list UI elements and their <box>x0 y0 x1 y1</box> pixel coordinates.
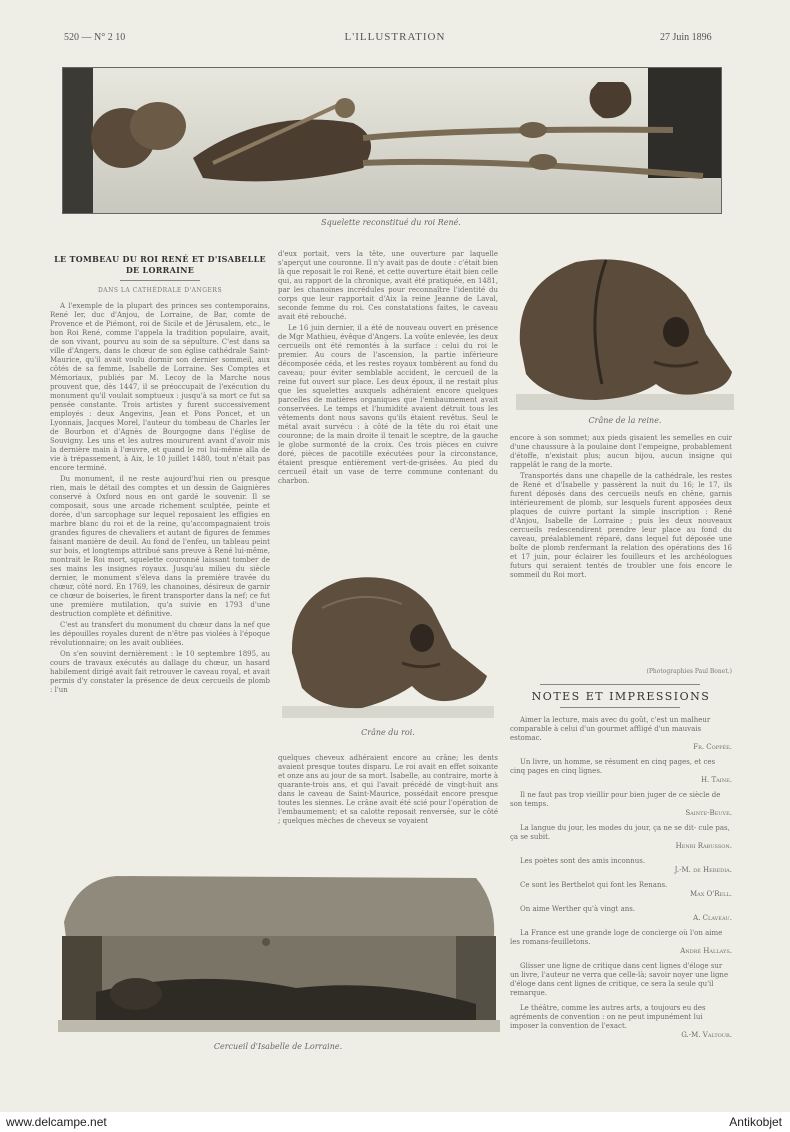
paragraph: Transportés dans une chapelle de la cathédrale, les restes de René et d'Isabelle y passèrent la nuit du 16; le 17, ils furent déposés dans des cercueils neufs en chêne, garnis intérieurement de plomb, sur lesquels furent apposées deux plaques de cuivre portant la simple inscription : René d'Anjou, Isabelle de Lorraine ; puis les deux nouveaux cercueils redescendirent prendre leur place au fond du caveau, préalablement réparé, dans lequel fut déposée une boîte de plomb renfermant la relation des opérations des 16 et 17 juin, pour éclairer les fouilleurs et les archéologues futurs qui seraient tentés de troubler une fois encore le sommeil du Roi mort. <box>510 472 732 579</box>
queen-skull-illustration <box>516 254 734 410</box>
notes-list <box>510 716 732 1062</box>
skeleton-caption: Squelette reconstitué du roi René. <box>321 218 461 227</box>
notes-rule-top <box>540 684 700 685</box>
note-item: La France est une grande loge de concierge où l'on aime les romans-feuilletons. André Hallays. <box>510 929 732 955</box>
article-subtitle: DANS LA CATHÉDRALE D'ANGERS <box>97 287 223 294</box>
paragraph: Le 16 juin dernier, il a été de nouveau ouvert en présence de Mgr Mathieu, évêque d'Angers. La voûte enlevée, les deux cercueils ont été remontés à la surface : celui du roi le premier. Au cours de l'ascension, la partie inférieure décomposée céda, et les restes royaux tombèrent au fond du caveau; pour éviter semblable accident, le cercueil de la reine fut ouvert sur place. Les deux époux, il ne restait plus que les squelettes auxquels adhéraient encore quelques parcelles de matières organiques que l'embaumement avait conservées. Le temps et l'humidité avaient détruit tous les vêtements dont nous savons qu'ils étaient revêtus. Seul le métal avait survécu : à côté de la tête du roi était une couronne; de la main droite il tenait le sceptre, de la gauche le globe surmonté de la croix. Ces trois pièces en cuivre doré, pièces de pacotille exécutées pour la circonstance, étaient presque entièrement vert-de-grisées. Au pied du cercueil était un vase de terre commune contenant du charbon. <box>278 324 498 485</box>
coffin-photo <box>56 872 500 1034</box>
footer-left-link[interactable]: www.delcampe.net <box>6 1115 107 1129</box>
issue-date: 27 Juin 1896 <box>660 32 712 43</box>
king-skull-caption: Crâne du roi. <box>361 728 415 737</box>
note-item: Il ne faut pas trop vieillir pour bien juger de ce siècle de son temps. Sainte-Beuve. <box>510 791 732 817</box>
paragraph: C'est au transfert du monument du chœur dans la nef que les dépouilles royales durent de n'être pas violées à l'époque révolutionnaire; on les avait oubliées. <box>50 621 270 647</box>
coffin-illustration <box>56 872 500 1034</box>
skeleton-photo <box>62 67 722 214</box>
notes-title: NOTES ET IMPRESSIONS <box>531 690 711 703</box>
paragraph: A l'exemple de la plupart des princes ses contemporains, René Ier, duc d'Anjou, de Lorraine, de Bar, comte de Provence et de Piémont, roi de Sicile et de Jérusalem, etc., le bon Roi René, comme l'appela la tradition populaire, avait, de son vivant, pourvu au soin de sa sépulture. C'est dans sa ville d'Angers, dans le chœur de son église cathédrale Saint-Maurice, qu'il avait voulu dormir son dernier sommeil, aux côtés de sa femme, Isabelle de Lorraine. Ses Comptes et Mémoriaux, publiés par M. Lecoy de la Marche nous prouvent que, dès 1447, il se préoccupait de l'exécution du monument qu'il voulait somptueux : jusqu'à sa mort ce fut sa pensée constante. Trois artistes y furent successivement employés : deux Angevins, Jean et Pons Poncet, et un Lyonnais, Jacques Morel, l'auteur du tombeau de Charles Ier de Bourbon et d'Agnès de Bourgogne dans l'église de Souvigny. Les uns et les autres moururent avant d'avoir mis la dernière main à l'œuvre, et quand le roi lui-même alla de vie à trépassement, à Aix, le 10 juillet 1480, tout n'était pas encore terminé. <box>50 302 270 472</box>
article-column-1 <box>50 302 270 844</box>
king-skull-photo <box>282 568 494 718</box>
notes-rule-bottom <box>560 707 680 708</box>
article-column-2-upper <box>278 250 498 562</box>
footer-bar <box>0 1112 790 1132</box>
coffin-caption: Cercueil d'Isabelle de Lorraine. <box>213 1042 343 1051</box>
page-number: 520 — N° 2 10 <box>64 32 126 43</box>
journal-title: L'ILLUSTRATION <box>344 31 446 43</box>
footer-right-brand: Antikobjet <box>729 1115 782 1129</box>
article-column-3 <box>510 434 732 662</box>
note-item: On aime Werther qu'à vingt ans. A. Claveau. <box>520 905 732 922</box>
skeleton-illustration <box>63 68 721 213</box>
note-item: La langue du jour, les modes du jour, ça ne se dit- cule pas, ça se subit. Henri Rabusson. <box>510 824 732 850</box>
article-title: LE TOMBEAU DU ROI RENÉ ET D'ISABELLE DE LORRAINE <box>54 254 266 275</box>
title-rule <box>120 280 200 281</box>
paragraph: Du monument, il ne reste aujourd'hui rien ou presque rien, mais le détail des comptes et un dessin de Gaignières conservé à Oxford nous en ont gardé le souvenir. Il se composait, sous une arcade richement sculptée, peinte et dorée, d'un sarcophage sur lequel reposaient les effigies en marbre blanc du roi et de la reine, qu'accompagnaient trois grandes figures de chevaliers et autant de figures de femmes faisant manière de deuil. Au fond de l'enfeu, un tableau peint sur bois, et longtemps attribué sans preuve à René lui-même, montrait le Roi mort, squelette couronné laissant tomber de ses mains les insignes royaux. Jusqu'au milieu du siècle dernier, le monument s'éleva dans la première travée du chœur, côté nord. En 1769, les chanoines, désireux de garnir ce chœur de boiseries, le firent transporter dans la nef; ce fut une première mutilation, qu'a suivie en 1793 d'une destruction complète et définitive. <box>50 475 270 618</box>
queen-skull-caption: Crâne de la reine. <box>588 416 662 425</box>
paragraph: encore à son sommet; aux pieds gisaient les semelles en cuir d'une chaussure à la poulaine dont l'empeigne, probablement d'étoffe, n'existait plus; aucun bijou, aucun insigne qui rappelât le rang de la morte. <box>510 434 732 469</box>
paragraph: quelques cheveux adhéraient encore au crâne; les dents avaient presque toutes disparu. Le roi avait en effet soixante et onze ans au jour de sa mort. Isabelle, au contraire, morte à quarante-trois ans, et qui l'avait précédé de vingt-huit ans dans le caveau de Saint-Maurice, possédait encore presque toutes les siennes. Le crâne avait été scié pour l'opération de l'embaumement; et sa calotte reposait renversée, sur le côté ; quelques mèches de cheveux se voyaient <box>278 754 498 825</box>
article-column-2-lower <box>278 754 498 844</box>
paragraph: d'eux portait, vers la tête, une ouverture par laquelle s'aperçut une couronne. Il n'y avait pas de doute : c'était bien là que reposait le roi René, et cette ouverture était bien celle qui, au rapport de la chronique, avait été pratiquée, en 1481, par les chanoines incrédules pour reconnaître l'identité du corps que leur rapportait d'Aix la reine Jeanne de Laval, seconde femme du roi. Ces constatations faites, le caveau avait été rebouché. <box>278 250 498 321</box>
note-item: Le théâtre, comme les autres arts, a toujours eu des agréments de convention : on ne peut impunément lui imposer la convention de l'exact. G.-M. Valtour. <box>510 1004 732 1039</box>
queen-skull-photo <box>516 254 734 410</box>
note-item: Ce sont les Berthelot qui font les Renans. Max O'Rell. <box>520 881 732 898</box>
note-item: Aimer la lecture, mais avec du goût, c'est un malheur comparable à celui d'un gourmet affligé d'un mauvais estomac. Fr. Coppée. <box>510 716 732 751</box>
note-item: Un livre, un homme, se résument en cinq pages, et ces cinq pages en cinq lignes. H. Taine. <box>510 758 732 784</box>
note-item: Les poètes sont des amis inconnus. J.-M. de Heredia. <box>520 857 732 874</box>
king-skull-illustration <box>282 568 494 718</box>
note-item: Glisser une ligne de critique dans cent lignes d'éloge sur un livre, l'auteur ne verra que celle-là; savoir noyer une ligne d'éloge dans cent lignes de critique, ce sera la seule qu'il remarque. <box>510 962 729 997</box>
photo-credit: (Photographies Paul Bonet.) <box>646 668 732 675</box>
paragraph: On s'en souvint dernièrement : le 10 septembre 1895, au cours de travaux exécutés au dallage du chœur, un hasard habilement dirigé avait fait retrouver le caveau royal, et avait permis d'y constater la présence de deux cercueils de plomb : l'un <box>50 650 270 694</box>
